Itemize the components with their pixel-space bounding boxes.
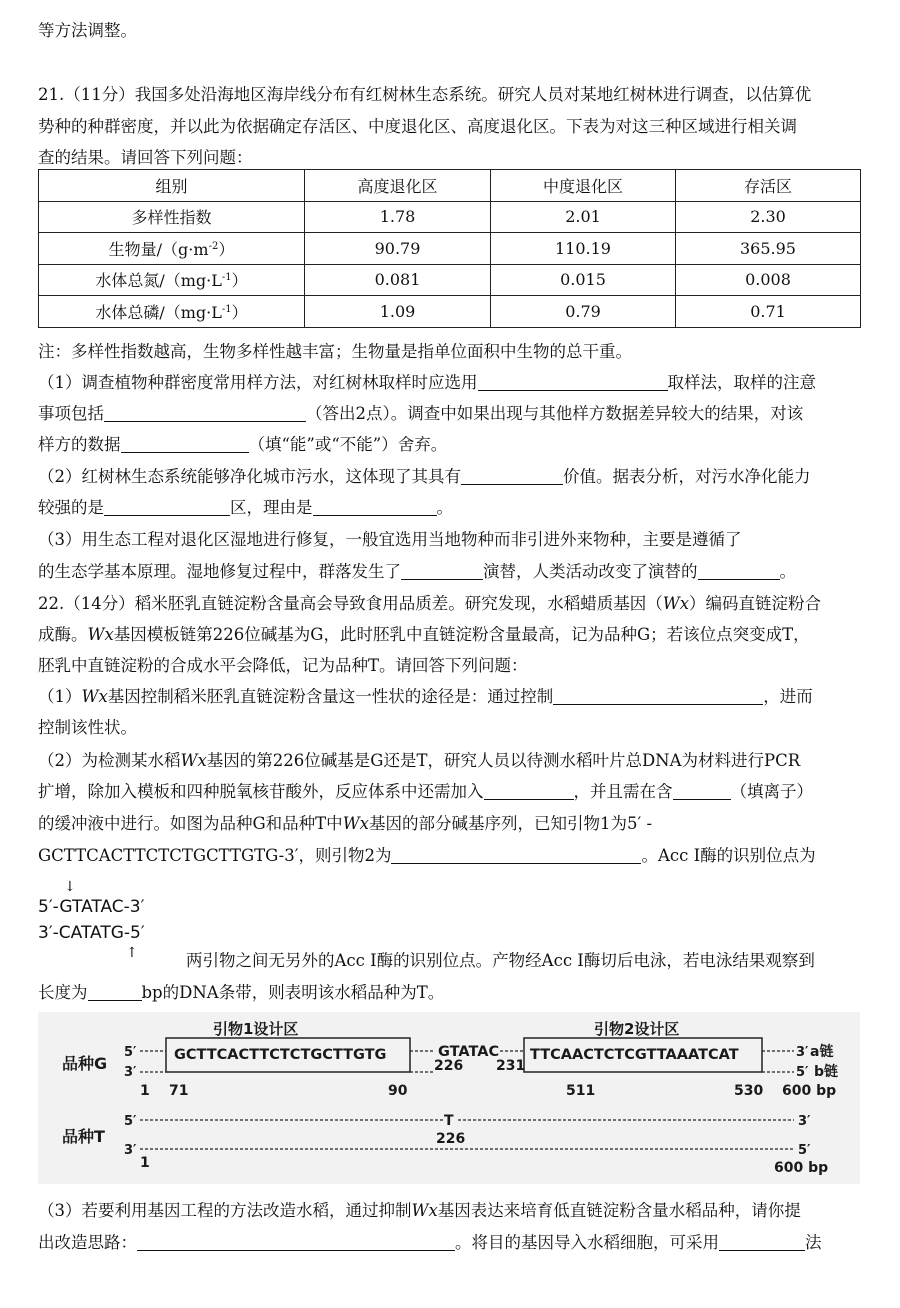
position-1: 1 (140, 1155, 150, 1171)
text-line: 查的结果。请回答下列问题： (38, 148, 253, 167)
row-label: 生物量$/(g\cdot m^{-2})$ (39, 233, 305, 265)
row-label: 多样性指数 (39, 201, 305, 233)
table-header: 高度退化区 (305, 170, 491, 202)
table-row (39, 296, 861, 328)
text-line: 两引物之间无另外的Acc Ⅰ酶的识别位点。产物经Acc Ⅰ酶切后电泳，若电泳结果观察到 (186, 951, 815, 970)
answer-blank[interactable] (673, 783, 731, 800)
table-cell: 0.79 (491, 296, 676, 328)
table-row (39, 264, 861, 296)
primer2-sequence: TTCAACTCTCGTTAAATCAT (530, 1047, 739, 1063)
strand-end: 3′ (124, 1065, 137, 1080)
row-label: 水体总氮$/(mg\cdot L^{-1})$ (39, 264, 305, 296)
text-line: 扩增，除加入模板和四种脱氧核苷酸外，反应体系中还需加入 ，并且需在含 （填离子） (38, 782, 813, 801)
strand-end: 3′ (796, 1045, 809, 1060)
primer1-region-label: 引物1设计区 (213, 1020, 299, 1038)
row-label: 水体总磷$/(mg\cdot L^{-1})$ (39, 296, 305, 328)
arrow-up-icon: ↑ (126, 945, 138, 961)
position-511: 511 (566, 1083, 596, 1099)
table-header-row (39, 170, 861, 202)
table-cell: 2.01 (491, 201, 676, 233)
recognition-site-top: 5′-GTATAC-3′ (38, 897, 145, 917)
sequence-figure (38, 1012, 860, 1184)
table-cell: 365.95 (676, 233, 861, 265)
answer-blank[interactable] (478, 374, 668, 391)
table-cell: 1.09 (305, 296, 491, 328)
variety-g-label: 品种G (62, 1054, 108, 1073)
text-line: （2）红树林生态系统能够净化城市污水，这体现了其具有 价值。据表分析，对污水净化能力 (38, 467, 811, 486)
table-header: 中度退化区 (491, 170, 676, 202)
table-row (39, 233, 861, 265)
strand-end: 5′ (796, 1065, 809, 1080)
question-21-intro: 21.（11分）我国多处沿海地区海岸线分布有红树林生态系统。研究人员对某地红树林进行调查，以估算优 (38, 85, 812, 104)
primer2-region-label: 引物2设计区 (594, 1020, 680, 1038)
table-cell: 110.19 (491, 233, 676, 265)
table-cell: 1.78 (305, 201, 491, 233)
text-line: 样方的数据 （填“能”或“不能”）舍弃。 (38, 435, 448, 454)
table-cell: 0.71 (676, 296, 861, 328)
text-line: （1）Wx基因控制稻米胚乳直链淀粉含量这一性状的途径是：通过控制 ，进而 (38, 687, 813, 706)
answer-blank[interactable] (391, 847, 641, 864)
text-line: 的缓冲液中进行。如图为品种G和品种T中Wx基因的部分碱基序列，已知引物1为5′ - (38, 814, 653, 833)
text-line: （3）若要利用基因工程的方法改造水稻，通过抑制Wx基因表达来培育低直链淀粉含量水稻品种，请你提 (38, 1201, 801, 1220)
table-cell: 90.79 (305, 233, 491, 265)
position-90: 90 (388, 1083, 408, 1099)
answer-blank[interactable] (461, 468, 563, 485)
position-71: 71 (169, 1083, 189, 1099)
position-530: 530 (734, 1083, 764, 1099)
text-line: 事项包括 （答出2点）。调查中如果出现与其他样方数据差异较大的结果，对该 (38, 404, 804, 423)
strand-end: 5′ (798, 1143, 811, 1158)
answer-blank[interactable] (88, 984, 142, 1001)
question-22-intro: 22.（14分）稻米胚乳直链淀粉含量高会导致食用品质差。研究发现，水稻蜡质基因（Wx）编码直链淀粉合 (38, 594, 822, 613)
table-cell: 0.015 (491, 264, 676, 296)
primer1-sequence: GCTTCACTTCTCTGCTTGTG (174, 1047, 387, 1063)
text-line: 等方法调整。 (38, 21, 137, 40)
table-header: 存活区 (676, 170, 861, 202)
answer-blank[interactable] (719, 1234, 805, 1251)
text-line: （1）调查植物种群密度常用样方法，对红树林取样时应选用 取样法，取样的注意 (38, 373, 816, 392)
mid-sequence: GTATAC (438, 1044, 500, 1060)
answer-blank[interactable] (484, 783, 574, 800)
answer-blank[interactable] (313, 499, 437, 516)
strand-end: 5′ (124, 1045, 137, 1060)
text-line: 长度为 bp的DNA条带，则表明该水稻品种为T。 (38, 983, 445, 1002)
answer-blank[interactable] (553, 688, 763, 705)
strand-end: 3′ (798, 1114, 811, 1129)
table-cell: 0.008 (676, 264, 861, 296)
recognition-site-bottom: 3′-CATATG-5′ (38, 923, 145, 943)
position-226: 226 (434, 1058, 464, 1074)
strand-end: 5′ (124, 1114, 137, 1129)
text-line: GCTTCACTTCTCTGCTTGTG-3′，则引物2为 。Acc Ⅰ酶的识别位点为 (38, 846, 816, 865)
text-line: （2）为检测某水稻Wx基因的第226位碱基是G还是T，研究人员以待测水稻叶片总DNA为材料进行PCR (38, 751, 801, 770)
strand-end: 3′ (124, 1143, 137, 1158)
strand-b-label: b链 (814, 1064, 839, 1080)
arrow-down-icon: ↓ (64, 879, 76, 895)
position-1: 1 (140, 1083, 150, 1099)
text-line: 胚乳中直链淀粉的合成水平会降低，记为品种T。请回答下列问题： (38, 656, 528, 675)
mutant-position: 226 (436, 1131, 466, 1147)
text-line: 控制该性状。 (38, 718, 137, 737)
text-line: 的生态学基本原理。湿地修复过程中，群落发生了 演替，人类活动改变了演替的 。 (38, 562, 796, 581)
answer-blank[interactable] (104, 499, 230, 516)
strand-a-label: a链 (810, 1044, 834, 1060)
table-header: 组别 (39, 170, 305, 202)
text-line: 势种的种群密度，并以此为依据确定存活区、中度退化区、高度退化区。下表为对这三种区域进行相关调 (38, 117, 797, 136)
answer-blank[interactable] (698, 563, 780, 580)
text-line: 出改造思路： 。将目的基因导入水稻细胞，可采用 法 (38, 1233, 822, 1252)
length-600: 600 bp (782, 1083, 837, 1099)
table-cell: 0.081 (305, 264, 491, 296)
table-note: 注：多样性指数越高，生物多样性越丰富；生物量是指单位面积中生物的总干重。 (38, 342, 632, 361)
variety-t-label: 品种T (62, 1127, 105, 1146)
position-231: 231 (496, 1058, 526, 1074)
answer-blank[interactable] (121, 436, 249, 453)
table-cell: 2.30 (676, 201, 861, 233)
mutant-base: T (444, 1113, 454, 1129)
answer-blank[interactable] (104, 405, 306, 422)
answer-blank[interactable] (401, 563, 483, 580)
text-line: （3）用生态工程对退化区湿地进行修复，一般宜选用当地物种而非引进外来物种，主要是遵循了 (38, 530, 742, 549)
survey-table (38, 169, 861, 328)
answer-blank[interactable] (137, 1234, 455, 1251)
text-line: 较强的是 区，理由是 。 (38, 498, 453, 517)
text-line: 成酶。Wx基因模板链第226位碱基为G，此时胚乳中直链淀粉含量最高，记为品种G；若该位点突变成T， (38, 625, 810, 644)
length-600: 600 bp (774, 1160, 829, 1176)
table-row (39, 201, 861, 233)
